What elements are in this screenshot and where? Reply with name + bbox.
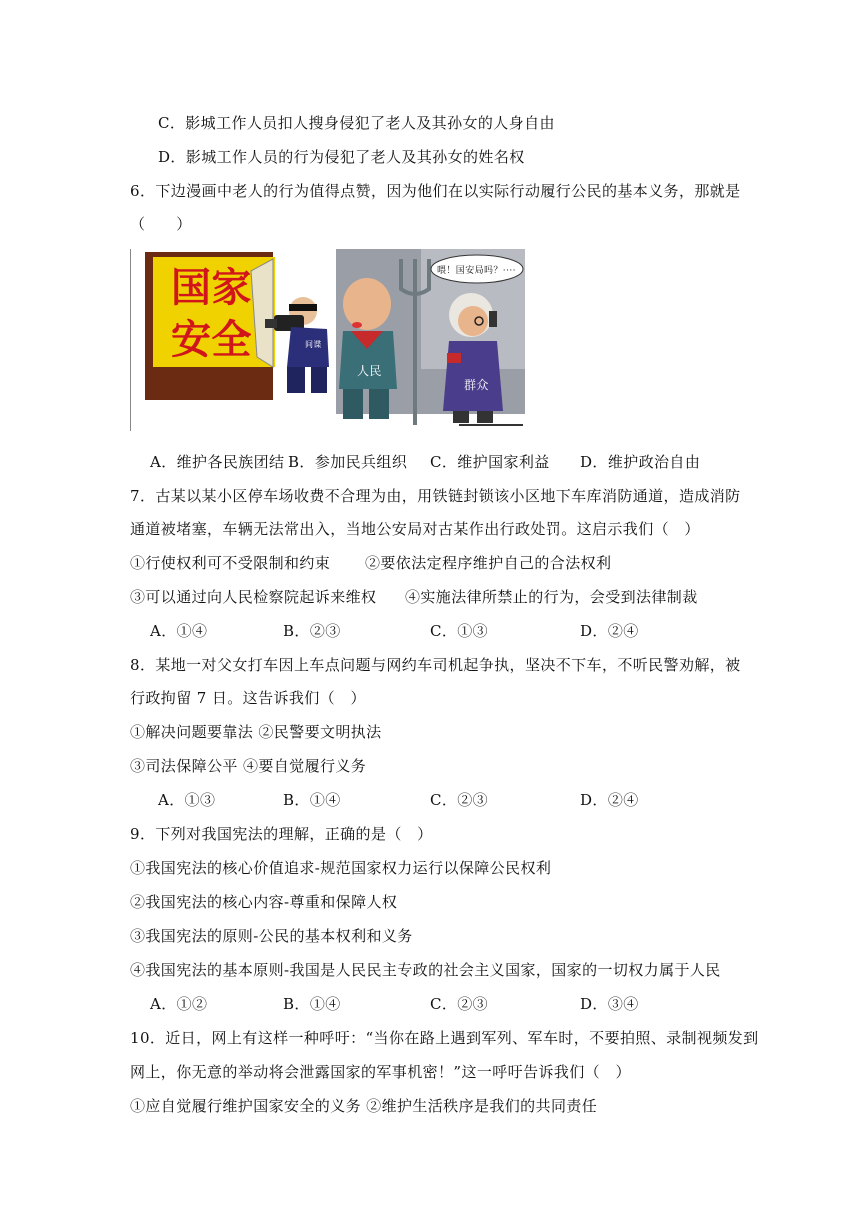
q10-items-line1: ①应自觉履行维护国家安全的义务 ②维护生活秩序是我们的共同责任: [130, 1097, 598, 1115]
q7-stem-line1: 7．古某以某小区停车场收费不合理为由，用铁链封锁该小区地下车库消防通道，造成消防: [130, 487, 741, 505]
q6-stem-line1: 6．下边漫画中老人的行为值得点赞，因为他们在以实际行动履行公民的基本义务，那就是: [130, 182, 741, 200]
q7-item-2: ②要依法定程序维护自己的合法权利: [365, 554, 612, 572]
q10-stem-line2: 网上，你无意的举动将会泄露国家的军事机密！”这一呼吁告诉我们（ ）: [130, 1063, 631, 1081]
q8-option-b: B．①④: [283, 791, 341, 809]
q6-option-c: C．维护国家利益: [430, 453, 550, 471]
old-woman-figure: [443, 293, 503, 423]
q6-option-a: A．维护各民族团结: [150, 453, 285, 471]
woman-label: 群众: [464, 378, 489, 392]
poster-text-2: 安全: [171, 317, 252, 363]
q9-option-a: A．①②: [150, 995, 208, 1013]
q9-item-2: ②我国宪法的核心内容-尊重和保障人权: [130, 893, 398, 911]
poster-board: [145, 252, 275, 400]
man-label: 人民: [357, 364, 382, 378]
q7-option-c: C．①③: [430, 622, 489, 640]
q7-option-b: B．②③: [283, 622, 341, 640]
q6-stem-line2: （ ）: [130, 215, 192, 233]
q7-stem-line2: 通道被堵塞，车辆无法常出入，当地公安局对古某作出行政处罚。这启示我们（ ）: [130, 520, 700, 538]
q9-option-d: D．③④: [580, 995, 639, 1013]
q8-stem-line1: 8．某地一对父女打车因上车点问题与网约车司机起争执，坚决不下车，不听民警劝解，被: [130, 656, 741, 674]
q9-option-c: C．②③: [430, 995, 489, 1013]
speech-bubble: [431, 255, 523, 283]
q5-option-d: D．影城工作人员的行为侵犯了老人及其孙女的姓名权: [158, 148, 525, 166]
q9-stem: 9．下列对我国宪法的理解，正确的是（ ）: [130, 825, 433, 843]
q8-option-a: A．①③: [158, 791, 216, 809]
q6-option-b: B．参加民兵组织: [288, 453, 408, 471]
q8-option-d: D．②④: [580, 791, 639, 809]
q8-items-line1: ①解决问题要靠法 ②民警要文明执法: [130, 723, 382, 741]
speech-bubble-text: 喂！国安局吗？····: [437, 266, 516, 276]
q9-item-1: ①我国宪法的核心价值追求-规范国家权力运行以保障公民权利: [130, 859, 552, 877]
q8-items-line2: ③司法保障公平 ④要自觉履行义务: [130, 757, 367, 775]
q8-stem-line2: 行政拘留 7 日。这告诉我们（ ）: [130, 689, 366, 707]
q10-stem-line1: 10．近日，网上有这样一种呼吁：“当你在路上遇到军列、军车时，不要拍照、录制视频发到: [130, 1029, 759, 1047]
q7-option-a: A．①④: [150, 622, 208, 640]
poster-text-1: 国家: [171, 265, 252, 311]
national-security-cartoon: [130, 249, 525, 431]
q8-option-c: C．②③: [430, 791, 489, 809]
q9-option-b: B．①④: [283, 995, 341, 1013]
spy-label: 间谍: [305, 340, 322, 349]
q7-item-3: ③可以通过向人民检察院起诉来维权: [130, 588, 377, 606]
q7-item-4: ④实施法律所禁止的行为，会受到法律制裁: [405, 588, 698, 606]
q7-option-d: D．②④: [580, 622, 639, 640]
q5-option-c: C．影城工作人员扣人搜身侵犯了老人及其孙女的人身自由: [158, 114, 555, 132]
q9-item-4: ④我国宪法的基本原则-我国是人民民主专政的社会主义国家，国家的一切权力属于人民: [130, 961, 721, 979]
q9-item-3: ③我国宪法的原则-公民的基本权利和义务: [130, 927, 413, 945]
q7-item-1: ①行使权利可不受限制和约束: [130, 554, 331, 572]
q6-option-d: D．维护政治自由: [580, 453, 701, 471]
